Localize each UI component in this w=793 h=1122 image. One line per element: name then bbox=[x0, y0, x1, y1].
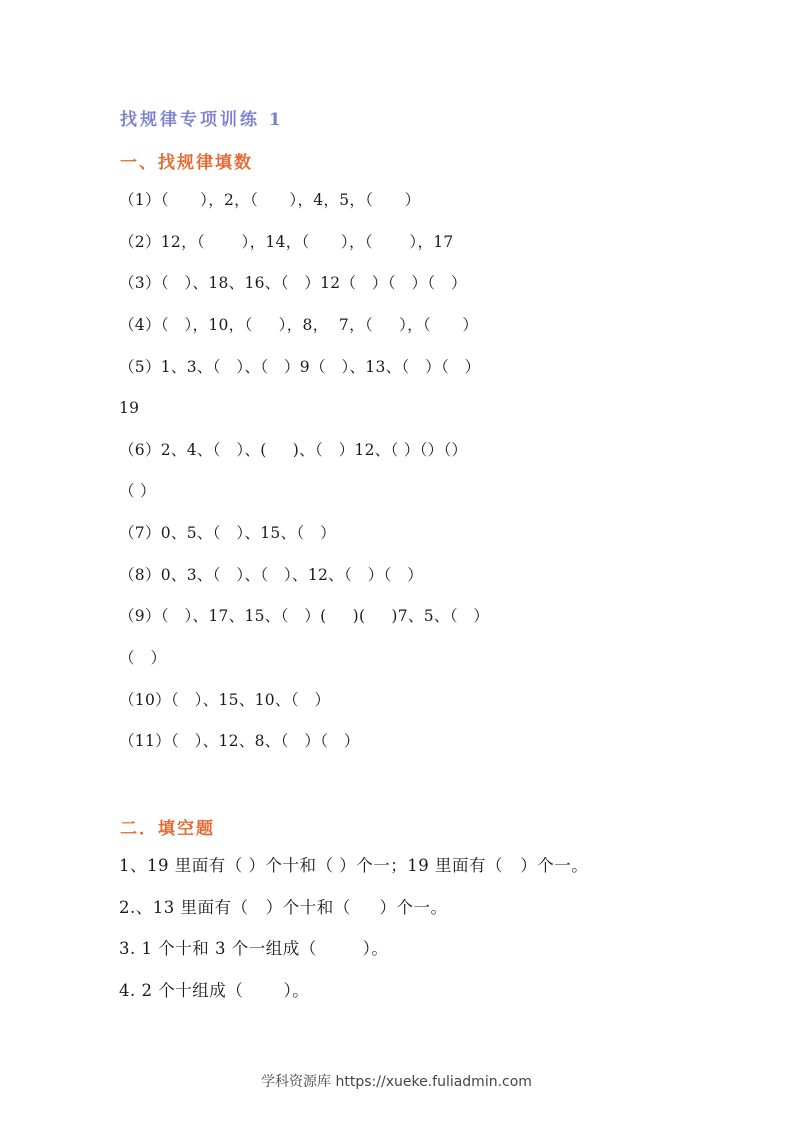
pattern-question-line: 19 bbox=[119, 399, 140, 417]
section-1-heading: 一、找规律填数 bbox=[120, 153, 253, 173]
pattern-question-line: （10）（ ）、15、10、（ ） bbox=[119, 691, 331, 709]
pattern-question-line: （ ） bbox=[119, 649, 167, 667]
pattern-question-line: （6）2、4、（ ）、( )、（ ）12、（ ）（）（） bbox=[119, 441, 468, 459]
pattern-question-line: （ ） bbox=[119, 482, 156, 500]
pattern-question-line: （9）（ ）、17、15、（ ）( )( )7、5、（ ） bbox=[119, 607, 490, 625]
document-title: 找规律专项训练 1 bbox=[120, 110, 284, 130]
pattern-question-line: （4）（ ），10，（ ），8， 7，（ ），（ ） bbox=[119, 316, 479, 334]
footer-watermark: 学科资源库 https://xueke.fuliadmin.com bbox=[261, 1074, 532, 1090]
pattern-question-line: （8）0、3、（ ）、（ ）、12、（ ）（ ） bbox=[119, 566, 424, 584]
fill-blank-question: 1、19 里面有（ ）个十和（ ）个一；19 里面有（ ）个一。 bbox=[119, 856, 589, 875]
section-2-heading: 二．填空题 bbox=[120, 819, 215, 839]
fill-blank-question: 2.、13 里面有（ ）个十和（ ）个一。 bbox=[119, 898, 448, 917]
pattern-question-line: （3）（ ）、18、16、（ ）12（ ）（ ）（ ） bbox=[119, 274, 467, 292]
pattern-question-line: （2）12，（ ），14，（ ），（ ），17 bbox=[119, 233, 454, 251]
pattern-question-line: （1）（ ），2，（ ），4，5，（ ） bbox=[119, 191, 421, 209]
fill-blank-question: 3. 1 个十和 3 个一组成（ ）。 bbox=[119, 939, 389, 958]
pattern-question-line: （5）1、3、（ ）、（ ）9（ ）、13、（ ）（ ） bbox=[119, 358, 481, 376]
fill-blank-question: 4. 2 个十组成（ ）。 bbox=[119, 981, 310, 1000]
pattern-question-line: （7）0、5、（ ）、15、（ ） bbox=[119, 524, 336, 542]
pattern-question-line: （11）（ ）、12、8、（ ）（ ） bbox=[119, 732, 360, 750]
